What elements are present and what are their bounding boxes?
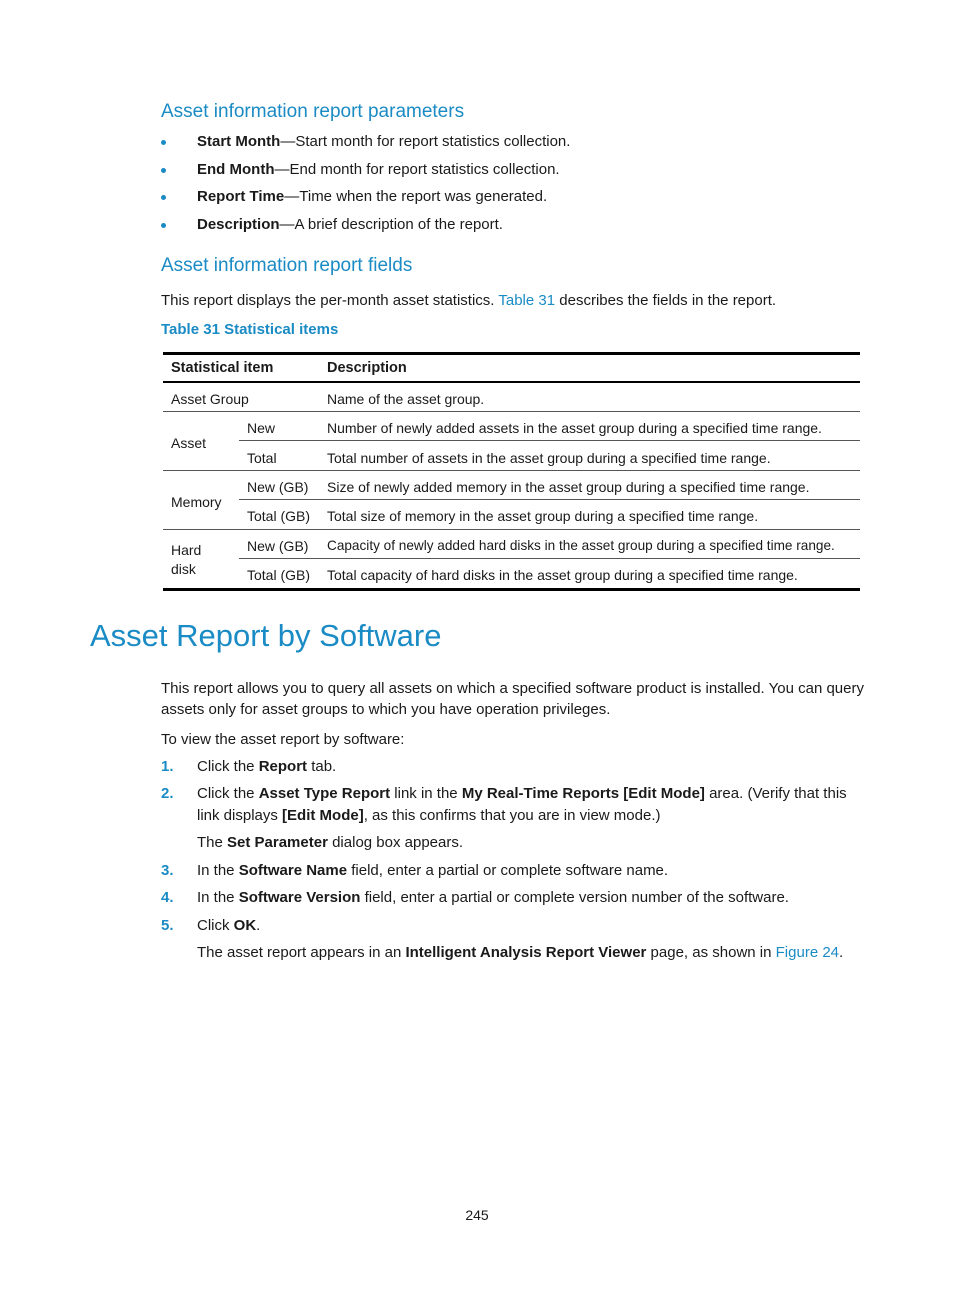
list-item: [161, 131, 570, 159]
fields-heading: Asset information report fields: [161, 255, 413, 276]
cell-asset-group: Asset Group: [171, 391, 249, 407]
intro-text: This report displays the per-month asset statistics.: [161, 292, 499, 309]
cell-hd-new: New (GB): [247, 538, 309, 554]
row-divider: [163, 470, 860, 471]
cell-memory-total-desc: Total size of memory in the asset group during a specified time range.: [327, 508, 759, 524]
cell-asset-total-desc: Total number of assets in the asset group during a specified time range.: [327, 450, 771, 466]
row-divider: [163, 411, 860, 412]
list-item: [161, 159, 570, 187]
ui-term: Software Version: [238, 889, 361, 906]
cell-asset-total: Total: [247, 450, 277, 466]
table-caption: Table 31 Statistical items: [161, 321, 339, 338]
step-5: [161, 915, 864, 937]
cell-asset-group-desc: Name of the asset group.: [327, 391, 485, 407]
step-text: The: [197, 834, 228, 851]
cell-hd-new-desc: Capacity of newly added hard disks in the asset group during a specified time range.: [327, 538, 835, 553]
step-text: tab.: [307, 758, 337, 775]
step-text: Click the: [197, 758, 259, 775]
ui-term: Report: [258, 758, 308, 775]
step-text: The asset report appears in an: [197, 944, 406, 961]
step-1: [161, 756, 864, 778]
step-text: page, as shown in: [646, 944, 776, 961]
ui-term: Set Parameter: [227, 834, 328, 851]
term-desc: —End month for report statistics collection.: [274, 160, 560, 178]
step-number: 3.: [161, 862, 174, 879]
header-statistical-item: Statistical item: [171, 360, 274, 376]
step-text: In the: [197, 862, 239, 879]
ui-term: Intelligent Analysis Report Viewer: [405, 944, 647, 961]
step-text: .: [256, 917, 261, 934]
section-paragraph: This report allows you to query all assets on which a specified software product is installed. You can query assets only for asset groups to which you have operation privileges.: [161, 680, 864, 718]
step-text: area. (Verify that this link displays: [197, 785, 847, 824]
bullet-icon: [161, 168, 166, 173]
ui-term: OK: [233, 917, 257, 934]
step-number: 1.: [161, 758, 174, 775]
figure-24-link[interactable]: Figure 24: [775, 944, 840, 961]
bullet-icon: [161, 195, 166, 200]
bullet-icon: [161, 140, 166, 145]
row-divider: [163, 529, 860, 530]
intro-text: describes the fields in the report.: [555, 292, 777, 309]
step-text: Click the: [197, 785, 259, 802]
term-desc: —A brief description of the report.: [279, 216, 503, 234]
cell-memory-new: New (GB): [247, 479, 309, 495]
cell-asset-new: New: [247, 420, 276, 436]
term-report-time: Report Time: [197, 188, 285, 206]
parameters-list: [161, 131, 570, 242]
table-rule: [163, 588, 860, 591]
parameters-heading: Asset information report parameters: [161, 101, 465, 122]
cell-hard: Hard: [171, 542, 202, 558]
row-divider: [239, 558, 860, 559]
step-5-note: [161, 942, 864, 964]
ui-term: [Edit Mode]: [282, 807, 364, 824]
cell-memory-total: Total (GB): [247, 508, 311, 524]
step-text: Click: [197, 917, 234, 934]
ui-term: My Real-Time Reports [Edit Mode]: [461, 785, 705, 802]
step-number: 2.: [161, 785, 174, 802]
table-rule: [163, 352, 860, 355]
list-item: [161, 186, 570, 214]
term-end-month: End Month: [197, 160, 275, 178]
step-2-note: [161, 832, 864, 854]
step-text: field, enter a partial or complete version number of the software.: [360, 889, 789, 906]
step-number: 4.: [161, 889, 174, 906]
table-rule: [163, 381, 860, 383]
section-paragraph: To view the asset report by software:: [161, 731, 405, 748]
ui-term: Software Name: [238, 862, 348, 879]
step-text: field, enter a partial or complete software name.: [347, 862, 669, 879]
step-text: link in the: [390, 785, 462, 802]
term-start-month: Start Month: [197, 133, 281, 150]
step-text: In the: [197, 889, 239, 906]
term-description: Description: [197, 216, 280, 234]
table-31-link[interactable]: Table 31: [498, 292, 556, 309]
step-2: [161, 783, 864, 827]
cell-memory-new-desc: Size of newly added memory in the asset group during a specified time range.: [327, 479, 810, 495]
step-number: 5.: [161, 917, 174, 934]
step-text: dialog box appears.: [327, 834, 464, 851]
fields-intro: [161, 290, 864, 311]
step-4: [161, 887, 864, 909]
cell-asset: Asset: [171, 435, 207, 451]
cell-asset-new-desc: Number of newly added assets in the asset group during a specified time range.: [327, 420, 822, 436]
cell-hd-total-desc: Total capacity of hard disks in the asset group during a specified time range.: [327, 567, 798, 583]
row-divider: [239, 440, 860, 441]
cell-disk: disk: [171, 561, 196, 577]
step-3: [161, 860, 864, 882]
term-desc: —Start month for report statistics collection.: [280, 133, 571, 150]
page-number: 245: [465, 1207, 489, 1223]
list-item: [161, 214, 570, 242]
cell-hd-total: Total (GB): [247, 567, 311, 583]
term-desc: —Time when the report was generated.: [284, 188, 548, 206]
step-text: .: [839, 944, 844, 961]
bullet-icon: [161, 223, 166, 228]
ui-term: Asset Type Report: [258, 785, 391, 802]
section-title: Asset Report by Software: [90, 618, 442, 653]
cell-memory: Memory: [171, 494, 222, 510]
step-text: , as this confirms that you are in view mode.): [363, 807, 661, 824]
row-divider: [239, 499, 860, 500]
header-description: Description: [327, 360, 407, 376]
statistical-items-table: [163, 352, 860, 591]
